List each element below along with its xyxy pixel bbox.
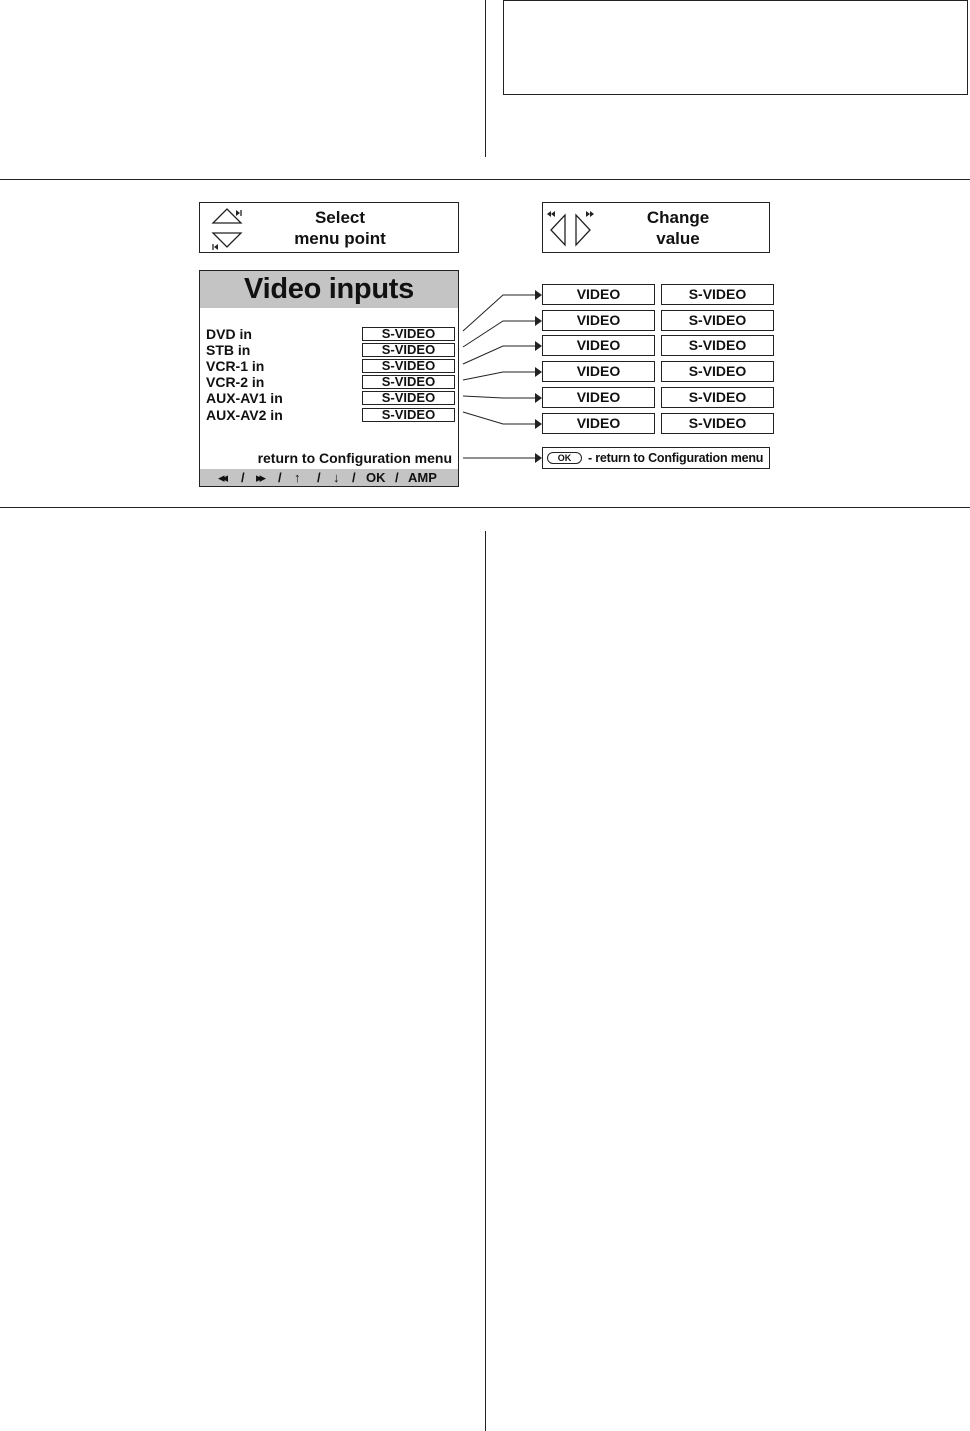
option-video-auxav2: VIDEO	[542, 413, 655, 434]
arrow-line-vcr1	[463, 346, 535, 364]
arrow-head-auxav2	[535, 419, 542, 429]
arrow-head-stb	[535, 316, 542, 326]
legend-change	[542, 202, 770, 253]
menu-row-label-dvd: DVD in	[206, 326, 252, 342]
menu-row-label-vcr1: VCR-1 in	[206, 358, 265, 374]
connector-arrows	[455, 285, 547, 470]
menu-row-value-dvd[interactable]: S-VIDEO	[362, 327, 455, 341]
rewind-key-icon: ◂◂	[218, 470, 226, 485]
option-svideo-auxav2: S-VIDEO	[661, 413, 774, 434]
return-to-configuration-item[interactable]: return to Configuration menu	[257, 450, 452, 466]
option-svideo-dvd: S-VIDEO	[661, 284, 774, 305]
menu-row-label-auxav1: AUX-AV1 in	[206, 390, 283, 406]
option-video-vcr2: VIDEO	[542, 361, 655, 382]
arrow-line-dvd	[463, 295, 535, 331]
option-video-stb: VIDEO	[542, 310, 655, 331]
menu-row-value-vcr2[interactable]: S-VIDEO	[362, 375, 455, 389]
menu-row-value-auxav2[interactable]: S-VIDEO	[362, 408, 455, 422]
note-box	[503, 0, 968, 95]
legend-change-line2: value	[656, 229, 700, 248]
menu-footer-keys	[200, 469, 458, 486]
menu-row-value-auxav1[interactable]: S-VIDEO	[362, 391, 455, 405]
arrow-head-vcr2	[535, 367, 542, 377]
forward-key-icon: ▸▸	[256, 470, 264, 485]
column-divider-top	[485, 0, 486, 157]
ok-button-icon: OK	[547, 452, 582, 464]
amp-key-label: AMP	[408, 470, 437, 485]
option-video-vcr1: VIDEO	[542, 335, 655, 356]
arrow-head-dvd	[535, 290, 542, 300]
arrow-head-auxav1	[535, 393, 542, 403]
menu-title: Video inputs	[200, 271, 458, 308]
down-arrow-key-icon: ↓	[333, 470, 340, 485]
menu-row-value-stb[interactable]: S-VIDEO	[362, 343, 455, 357]
arrow-head-vcr1	[535, 341, 542, 351]
triangle-right-forward-icon	[572, 207, 598, 247]
video-inputs-menu	[199, 270, 459, 487]
legend-select	[199, 202, 459, 253]
menu-row-value-vcr1[interactable]: S-VIDEO	[362, 359, 455, 373]
menu-row-label-auxav2: AUX-AV2 in	[206, 407, 283, 423]
column-divider-bottom	[485, 531, 486, 1431]
legend-select-label	[270, 207, 410, 249]
legend-select-line2: menu point	[294, 229, 386, 248]
ok-return-hint	[542, 447, 770, 469]
arrow-line-auxav1	[463, 396, 535, 398]
option-video-auxav1: VIDEO	[542, 387, 655, 408]
triangle-left-rewind-icon	[545, 207, 569, 247]
arrow-line-stb	[463, 321, 535, 347]
footer-separator: /	[317, 470, 321, 485]
section-rule-bottom	[0, 507, 970, 508]
arrow-head-return	[535, 453, 542, 463]
option-svideo-stb: S-VIDEO	[661, 310, 774, 331]
triangle-down-skip-icon	[210, 230, 246, 252]
ok-key-label: OK	[366, 470, 386, 485]
arrow-line-vcr2	[463, 372, 535, 380]
ok-return-text: - return to Configuration menu	[588, 451, 764, 465]
section-rule-top	[0, 179, 970, 180]
footer-separator: /	[352, 470, 356, 485]
arrow-line-auxav2	[463, 412, 535, 424]
menu-row-label-vcr2: VCR-2 in	[206, 374, 265, 390]
option-svideo-vcr1: S-VIDEO	[661, 335, 774, 356]
footer-separator: /	[241, 470, 245, 485]
triangle-up-skip-icon	[210, 206, 246, 226]
footer-separator: /	[278, 470, 282, 485]
legend-change-label	[623, 207, 733, 249]
legend-select-line1: Select	[314, 208, 366, 227]
footer-separator: /	[395, 470, 399, 485]
up-arrow-key-icon: ↑	[294, 470, 301, 485]
option-svideo-vcr2: S-VIDEO	[661, 361, 774, 382]
option-video-dvd: VIDEO	[542, 284, 655, 305]
legend-change-line1: Change	[646, 208, 710, 227]
option-svideo-auxav1: S-VIDEO	[661, 387, 774, 408]
menu-row-label-stb: STB in	[206, 342, 251, 358]
